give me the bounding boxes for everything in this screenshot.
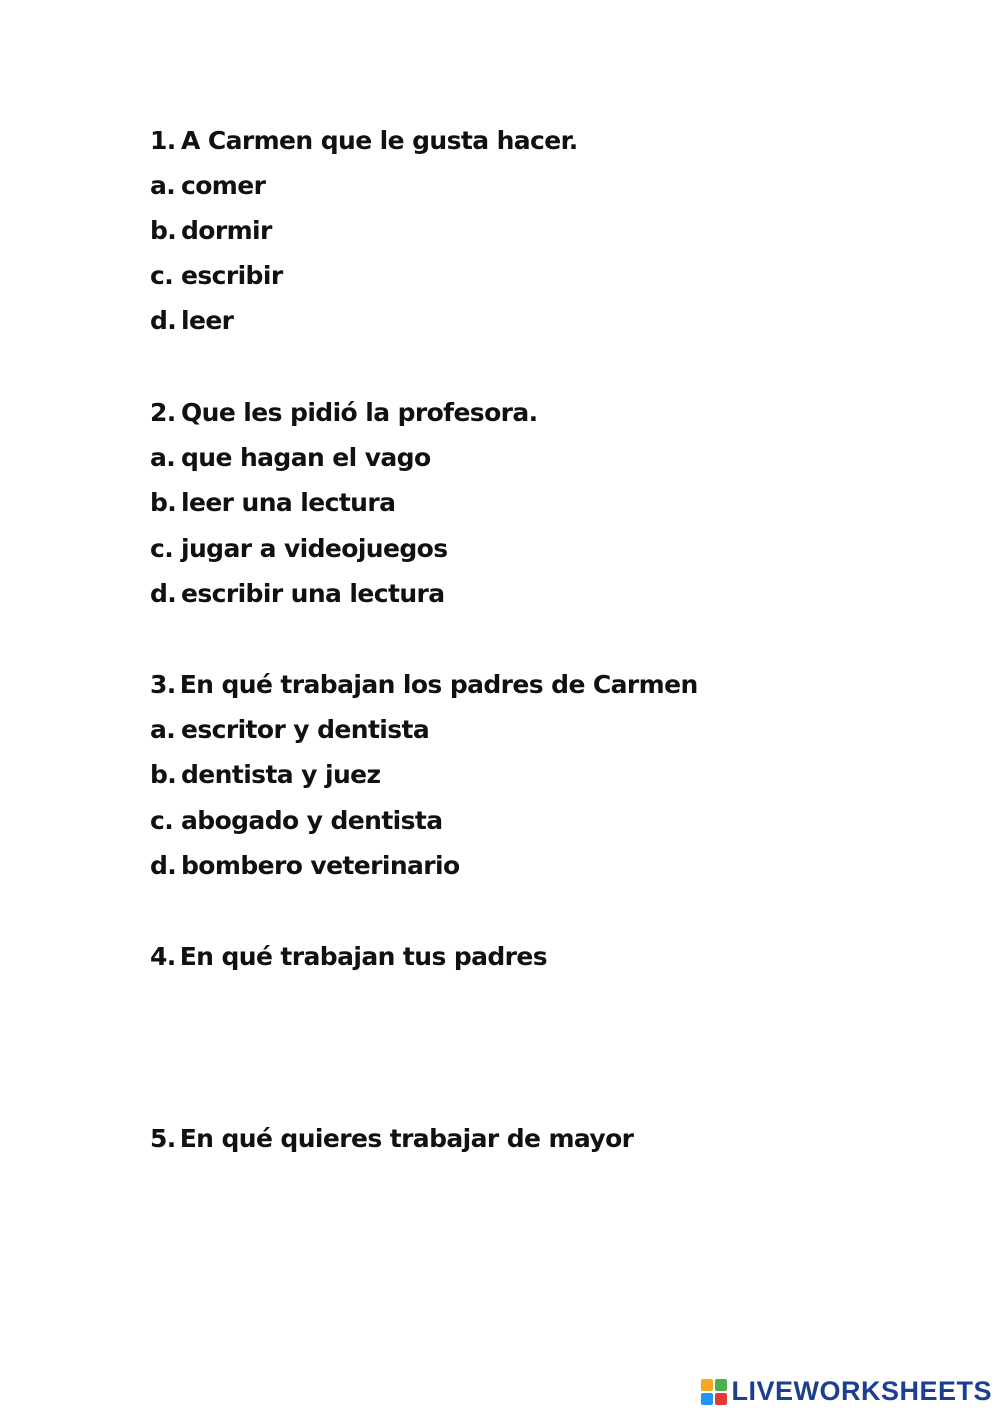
question-3-text: En qué trabajan los padres de Carmen <box>179 670 698 699</box>
question-1-option-c <box>150 261 283 291</box>
question-1-option-d <box>150 306 233 336</box>
option-text: escribir una lectura <box>181 579 445 608</box>
option-text: jugar a videojuegos <box>181 534 448 563</box>
option-letter: a. <box>150 443 176 472</box>
question-3-number: 3. <box>150 670 176 699</box>
question-2-option-d <box>150 579 445 609</box>
question-5-text: En qué quieres trabajar de mayor <box>179 1124 634 1153</box>
question-2-option-c <box>150 534 448 564</box>
option-text: escribir <box>181 261 283 290</box>
option-letter: a. <box>150 715 176 744</box>
watermark-text: LIVEWORKSHEETS <box>731 1376 992 1406</box>
logo-square-4 <box>715 1393 727 1405</box>
question-2-option-b <box>150 488 395 518</box>
logo-square-1 <box>701 1379 713 1391</box>
option-letter: d. <box>150 579 177 608</box>
liveworksheets-watermark <box>701 1376 992 1407</box>
option-letter: b. <box>150 760 177 789</box>
option-text: leer una lectura <box>181 488 396 517</box>
option-letter: b. <box>150 216 177 245</box>
logo-square-3 <box>701 1393 713 1405</box>
question-2 <box>150 398 538 428</box>
question-4-text: En qué trabajan tus padres <box>179 942 548 971</box>
question-2-option-a <box>150 443 431 473</box>
question-3-option-d <box>150 851 460 881</box>
question-1-option-b <box>150 216 272 246</box>
option-text: bombero veterinario <box>181 851 460 880</box>
question-1-option-a <box>150 171 265 201</box>
option-letter: a. <box>150 171 176 200</box>
liveworksheets-logo-icon <box>701 1379 727 1405</box>
option-letter: c. <box>150 534 174 563</box>
question-4 <box>150 942 547 972</box>
option-letter: d. <box>150 306 177 335</box>
question-2-text: Que les pidió la profesora. <box>181 398 538 427</box>
question-5-number: 5. <box>150 1124 176 1153</box>
question-3-option-b <box>150 760 380 790</box>
option-letter: d. <box>150 851 177 880</box>
option-text: dormir <box>181 216 272 245</box>
question-1 <box>150 126 578 156</box>
option-text: que hagan el vago <box>181 443 431 472</box>
option-text: abogado y dentista <box>181 806 443 835</box>
option-letter: c. <box>150 806 174 835</box>
option-text: comer <box>181 171 266 200</box>
question-4-number: 4. <box>150 942 176 971</box>
option-text: escritor y dentista <box>181 715 430 744</box>
question-3-option-a <box>150 715 429 745</box>
option-text: dentista y juez <box>181 760 381 789</box>
question-1-number: 1. <box>150 126 176 155</box>
option-letter: b. <box>150 488 177 517</box>
question-2-number: 2. <box>150 398 176 427</box>
option-letter: c. <box>150 261 174 290</box>
question-3-option-c <box>150 806 443 836</box>
question-1-text: A Carmen que le gusta hacer. <box>181 126 578 155</box>
option-text: leer <box>181 306 234 335</box>
logo-square-2 <box>715 1379 727 1391</box>
question-3 <box>150 670 698 700</box>
question-5 <box>150 1124 633 1154</box>
